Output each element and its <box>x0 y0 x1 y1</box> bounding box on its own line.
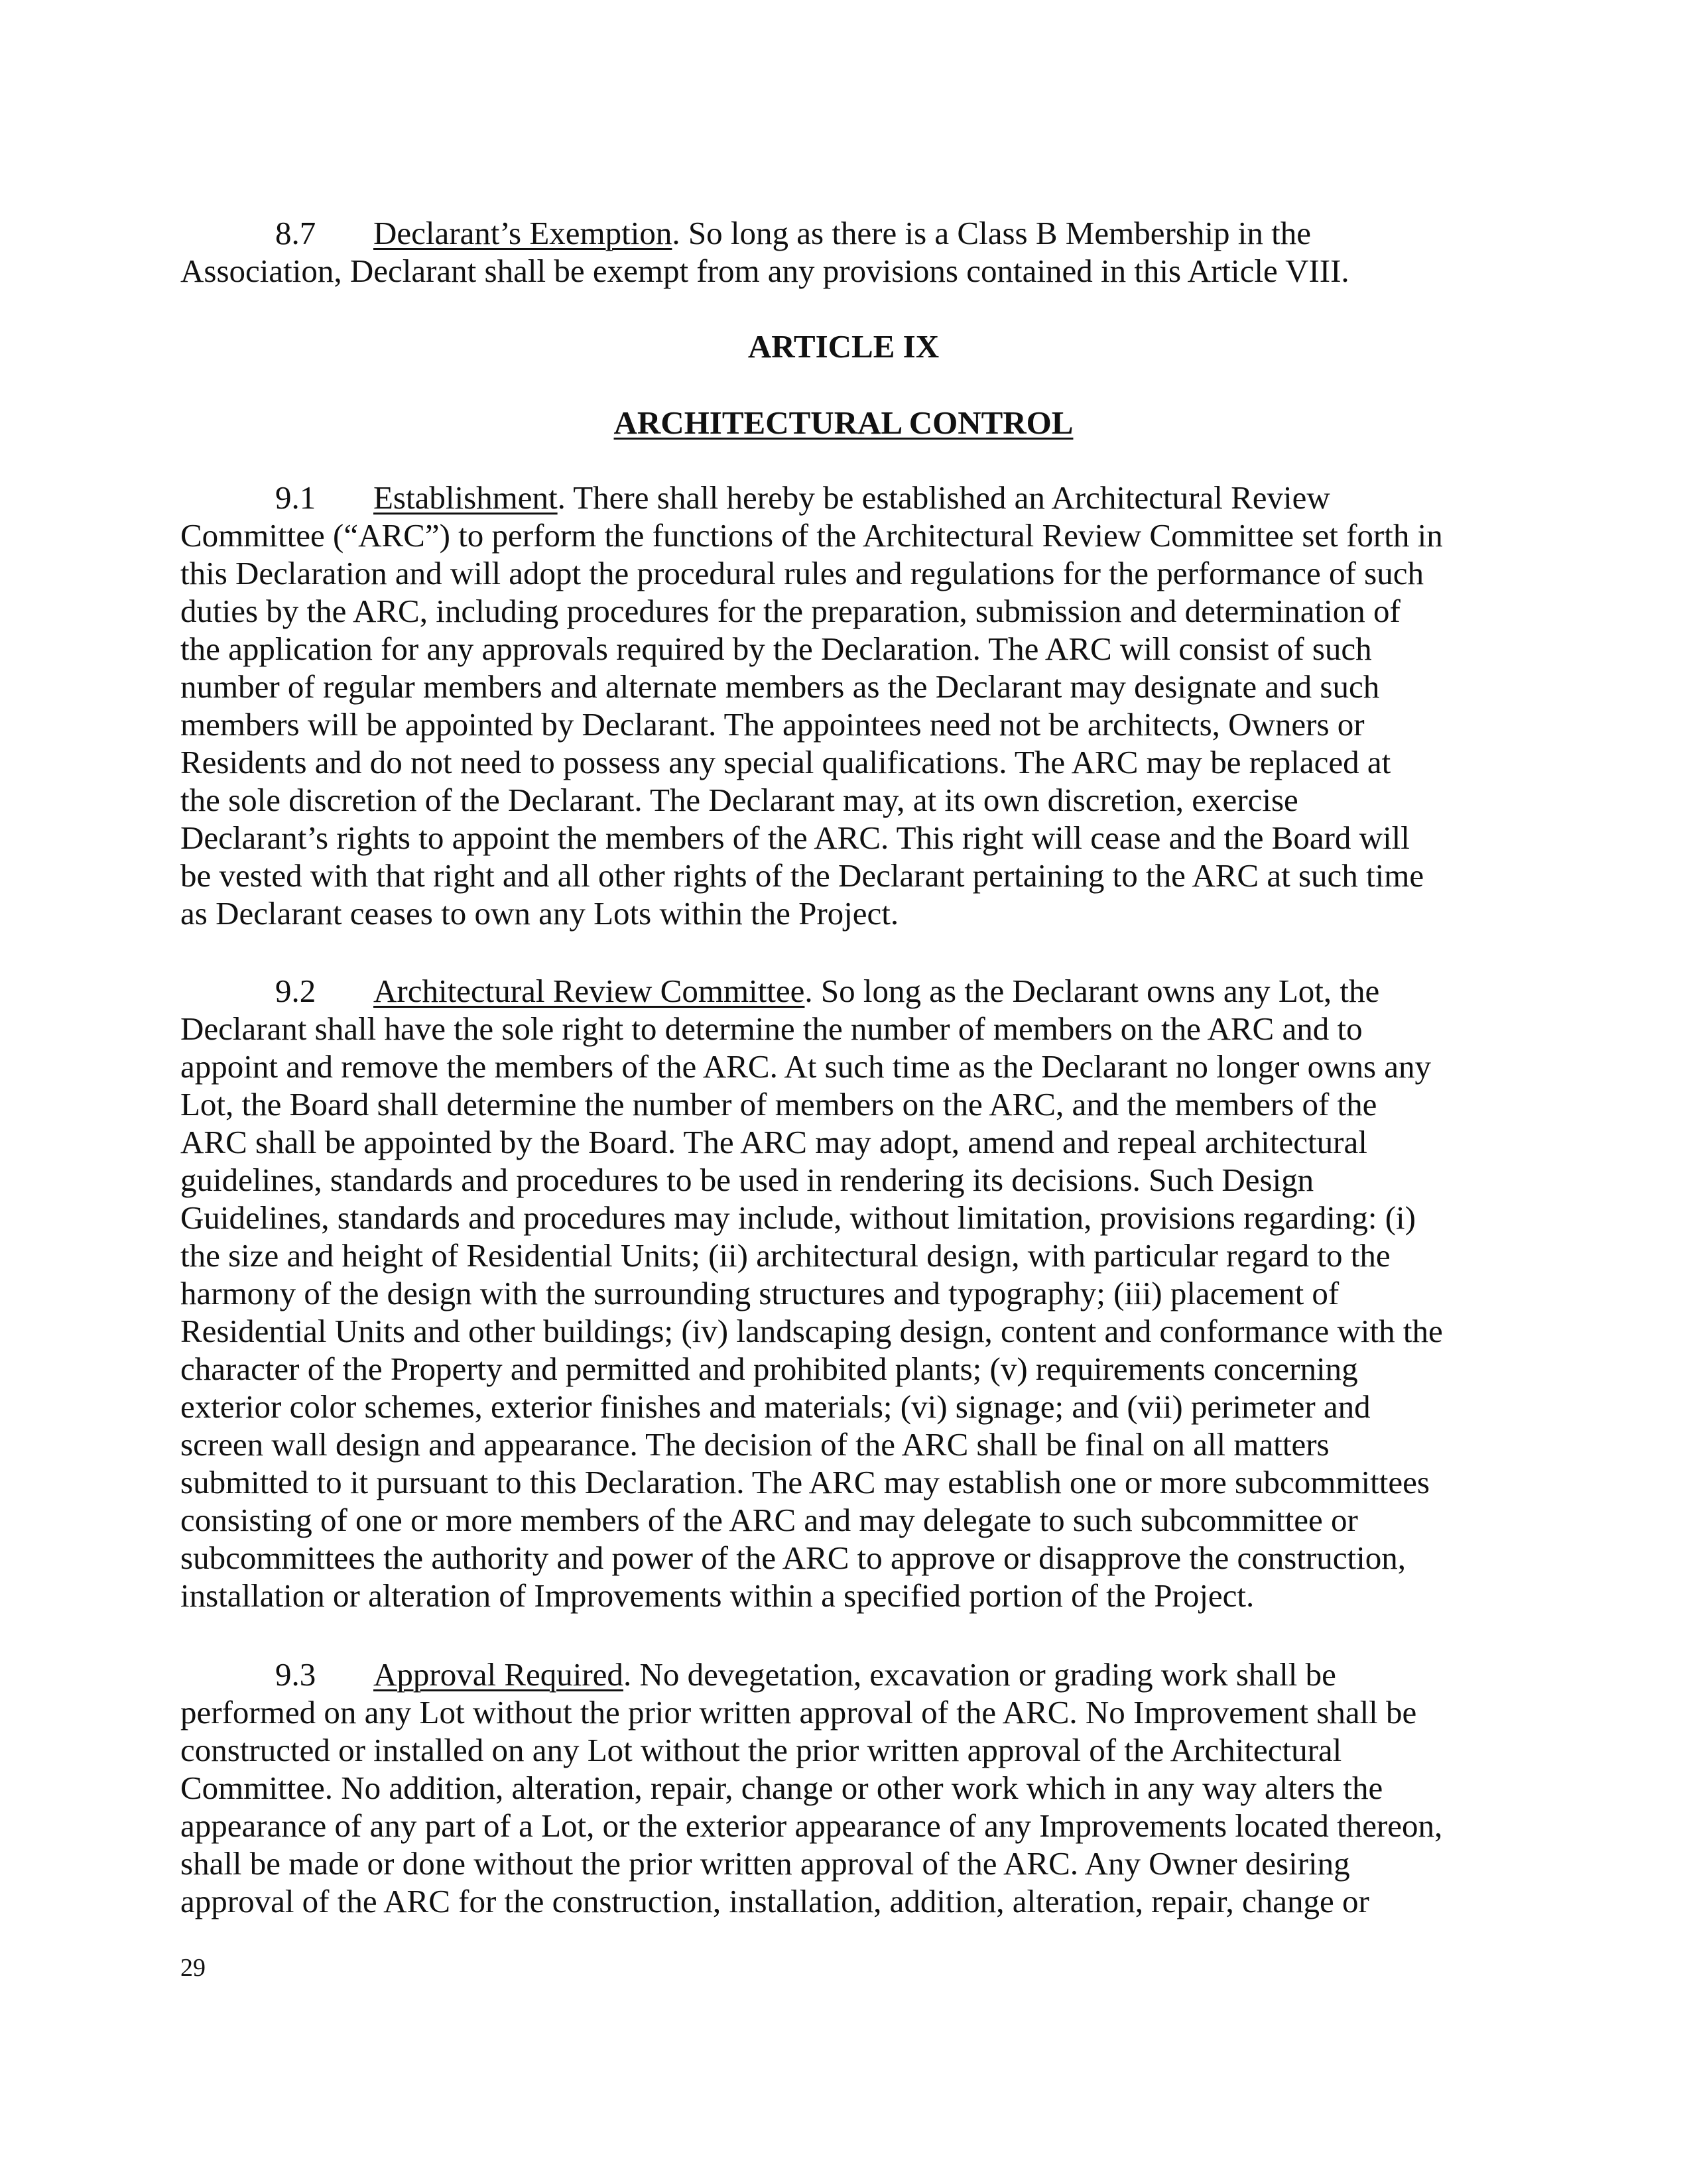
section-first-line-text: . So long as the Declarant owns any Lot, the <box>804 973 1380 1009</box>
body-line: Declarant’s rights to appoint the members of the ARC. This right will cease and the Board will <box>180 819 1410 856</box>
body-line: shall be made or done without the prior written approval of the ARC. Any Owner desiring <box>180 1845 1350 1882</box>
section-9-1 <box>180 479 1472 932</box>
body-line: Guidelines, standards and procedures may include, without limitation, provisions regarding: (i) <box>180 1199 1416 1236</box>
body-line: character of the Property and permitted and prohibited plants; (v) requirements concerning <box>180 1351 1358 1387</box>
article-heading: ARTICLE IX <box>747 328 940 365</box>
body-line: constructed or installed on any Lot without the prior written approval of the Architectural <box>180 1732 1342 1768</box>
section-8-7 <box>180 214 1472 290</box>
section-first-line <box>180 972 1472 1010</box>
section-number: 9.1 <box>275 479 316 516</box>
body-line: submitted to it pursuant to this Declaration. The ARC may establish one or more subcommittees <box>180 1464 1430 1500</box>
body-line: harmony of the design with the surrounding structures and typography; (iii) placement of <box>180 1275 1340 1311</box>
body-line: screen wall design and appearance. The decision of the ARC shall be final on all matters <box>180 1426 1330 1463</box>
body-line: guidelines, standards and procedures to be used in rendering its decisions. Such Design <box>180 1162 1314 1198</box>
body-line: appearance of any part of a Lot, or the exterior appearance of any Improvements located thereon, <box>180 1807 1443 1844</box>
section-first-line-text: . So long as there is a Class B Membership in the <box>672 215 1311 251</box>
section-number: 8.7 <box>275 215 316 251</box>
section-title: Approval Required <box>373 1656 623 1693</box>
article-title <box>0 404 1687 442</box>
body-line: this Declaration and will adopt the procedural rules and regulations for the performance of such <box>180 555 1424 591</box>
section-9-2 <box>180 972 1472 1614</box>
section-first-line <box>180 214 1472 252</box>
body-line: appoint and remove the members of the ARC. At such time as the Declarant no longer owns any <box>180 1048 1432 1085</box>
body-line: Declarant shall have the sole right to determine the number of members on the ARC and to <box>180 1010 1363 1047</box>
body-line: Association, Declarant shall be exempt from any provisions contained in this Article VIII. <box>180 253 1349 289</box>
body-line: Lot, the Board shall determine the number of members on the ARC, and the members of the <box>180 1086 1377 1122</box>
body-line: installation or alteration of Improvements within a specified portion of the Project. <box>180 1577 1255 1614</box>
section-first-line-text: . No devegetation, excavation or grading work shall be <box>623 1656 1336 1693</box>
body-line: number of regular members and alternate members as the Declarant may designate and such <box>180 668 1380 705</box>
body-line: subcommittees the authority and power of the ARC to approve or disapprove the construction, <box>180 1540 1406 1576</box>
body-line: consisting of one or more members of the ARC and may delegate to such subcommittee or <box>180 1502 1358 1538</box>
body-line: members will be appointed by Declarant. The appointees need not be architects, Owners or <box>180 706 1365 743</box>
body-line: Residential Units and other buildings; (iv) landscaping design, content and conformance with the <box>180 1313 1443 1349</box>
section-title: Declarant’s Exemption <box>373 215 672 251</box>
body-line: the size and height of Residential Units; (ii) architectural design, with particular regard to the <box>180 1237 1391 1274</box>
body-line: as Declarant ceases to own any Lots within the Project. <box>180 895 899 932</box>
section-first-line <box>180 1656 1472 1693</box>
section-number: 9.3 <box>275 1656 316 1693</box>
body-line: duties by the ARC, including procedures for the preparation, submission and determination of <box>180 593 1401 629</box>
page-number: 29 <box>180 1954 206 1982</box>
body-line: the application for any approvals required by the Declaration. The ARC will consist of such <box>180 631 1372 667</box>
body-line: approval of the ARC for the construction, installation, addition, alteration, repair, change or <box>180 1883 1369 1919</box>
section-title: Establishment <box>373 479 558 516</box>
body-line: Residents and do not need to possess any special qualifications. The ARC may be replaced at <box>180 744 1391 780</box>
section-title: Architectural Review Committee <box>373 973 805 1009</box>
body-line: performed on any Lot without the prior written approval of the ARC. No Improvement shall be <box>180 1694 1417 1730</box>
body-line: Committee (“ARC”) to perform the functions of the Architectural Review Committee set forth in <box>180 517 1443 554</box>
body-line: be vested with that right and all other rights of the Declarant pertaining to the ARC at such time <box>180 857 1424 894</box>
body-line: exterior color schemes, exterior finishes and materials; (vi) signage; and (vii) perimeter and <box>180 1388 1371 1425</box>
section-9-3 <box>180 1656 1472 1920</box>
section-first-line <box>180 479 1472 516</box>
section-number: 9.2 <box>275 973 316 1009</box>
article-title-text: ARCHITECTURAL CONTROL <box>613 404 1074 441</box>
section-first-line-text: . There shall hereby be established an Architectural Review <box>557 479 1330 516</box>
body-line: ARC shall be appointed by the Board. The ARC may adopt, amend and repeal architectural <box>180 1124 1367 1160</box>
body-line: the sole discretion of the Declarant. The Declarant may, at its own discretion, exercise <box>180 782 1298 818</box>
body-line: Committee. No addition, alteration, repair, change or other work which in any way alters the <box>180 1770 1383 1806</box>
